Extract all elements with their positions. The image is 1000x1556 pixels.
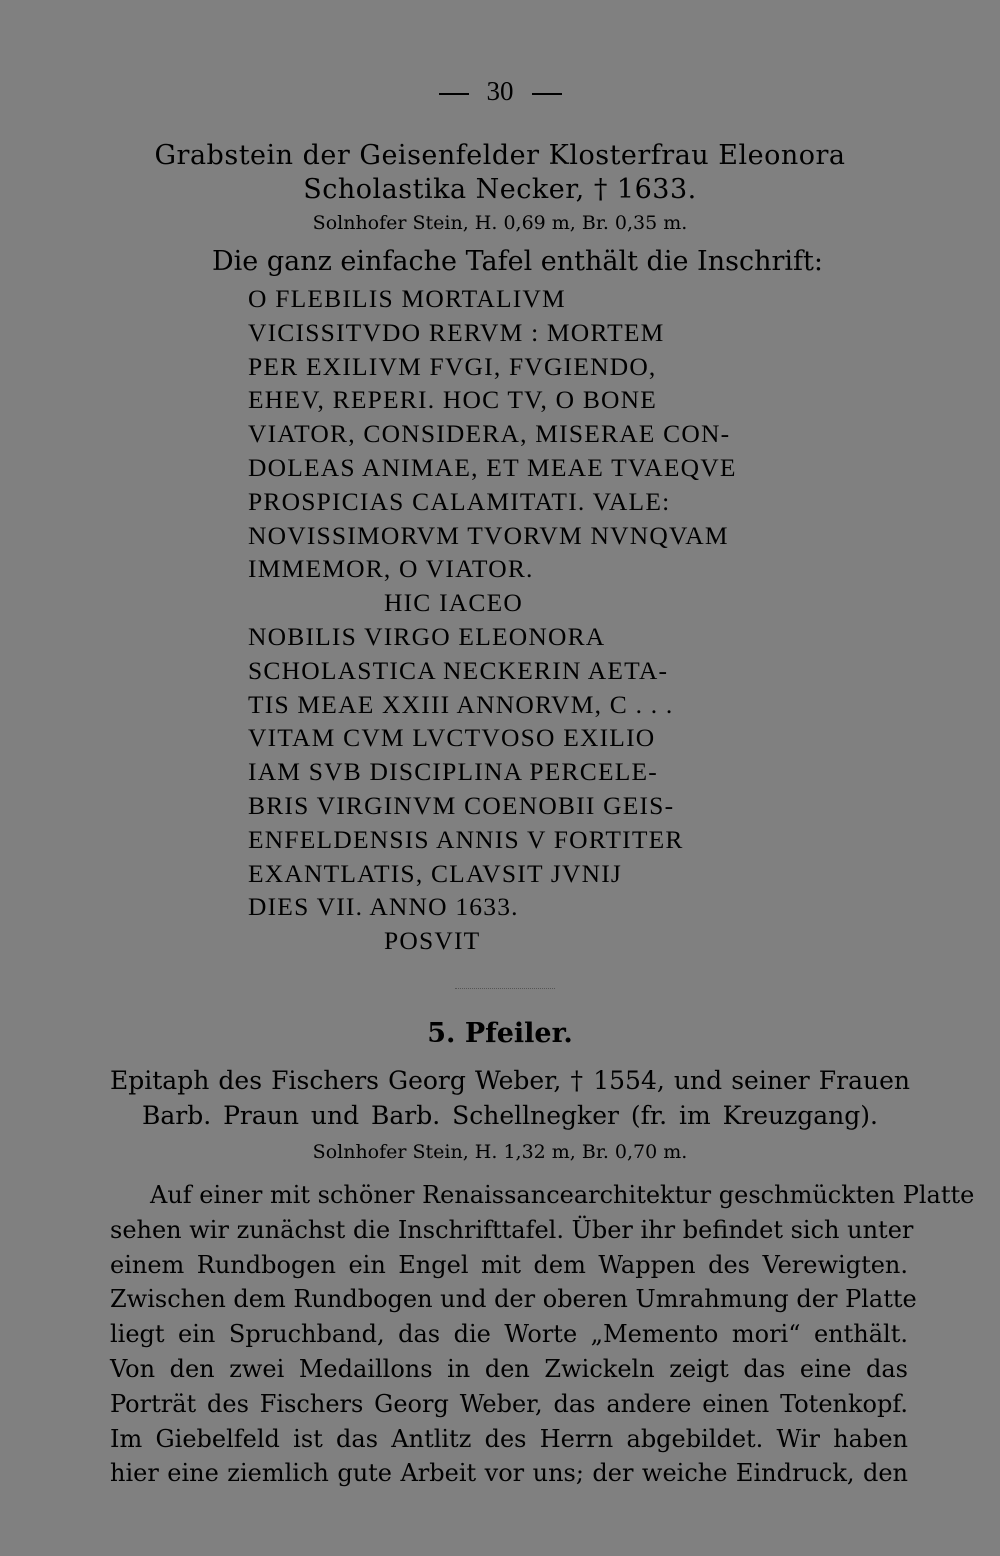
epitaph-line1: Epitaph des Fischers Georg Weber, † 1554, und seiner Frauen [110,1066,910,1095]
body-line: liegt ein Spruchband, das die Worte „Memento mori“ enthält. [110,1320,908,1349]
inscription-line: PROSPICIAS CALAMITATI. VALE: [248,486,671,516]
entry-heading-line1: Grabstein der Geisenfelder Klosterfrau Eleonora [154,140,846,171]
inscription-line-centered: POSVIT [384,926,481,956]
inscription-line: VICISSITVDO RERVM : MORTEM [248,317,665,347]
inscription-line: O FLEBILIS MORTALIVM [248,284,566,313]
dash-right [532,93,562,95]
inscription-line: VITAM CVM LVCTVOSO EXILIO [248,723,656,753]
inscription-line: SCHOLASTICA NECKERIN AETA- [248,655,669,685]
inscription-line: IAM SVB DISCIPLINA PERCELE- [248,757,658,787]
entry-material: Solnhofer Stein, H. 0,69 m, Br. 0,35 m. [312,212,688,234]
inscription-line: EXANTLATIS, CLAVSIT JVNIJ [248,858,623,888]
entry-intro: Die ganz einfache Tafel enthält die Inschrift: [212,246,823,277]
section-divider [455,988,555,989]
inscription-line: BRIS VIRGINVM COENOBII GEIS- [248,790,675,820]
inscription-line-centered: HIC IACEO [384,588,523,618]
body-line: sehen wir zunächst die Inschrifttafel. Über ihr befindet sich unter [110,1215,914,1244]
inscription-line: NOBILIS VIRGO ELEONORA [248,621,606,651]
epitaph-line2: Barb. Praun und Barb. Schellnegker (fr. im Kreuzgang). [142,1101,878,1130]
page-number: 30 [486,76,514,106]
body-line: Auf einer mit schöner Renaissancearchitektur geschmückten Platte [150,1181,975,1209]
entry-heading-line2: Scholastika Necker, † 1633. [303,174,697,205]
epitaph-material: Solnhofer Stein, H. 1,32 m, Br. 0,70 m. [312,1141,688,1163]
body-line: Von den zwei Medaillons in den Zwickeln zeigt das eine das [110,1354,908,1383]
inscription-block [248,282,808,958]
inscription-line: PER EXILIVM FVGI, FVGIENDO, [248,351,657,381]
inscription-line: DOLEAS ANIMAE, ET MEAE TVAEQVE [248,452,737,482]
inscription-line: IMMEMOR, O VIATOR. [248,554,534,584]
inscription-line: NOVISSIMORVM TVORVM NVNQVAM [248,520,729,550]
inscription-line: ENFELDENSIS ANNIS V FORTITER [248,824,684,854]
body-line: Porträt des Fischers Georg Weber, das andere einen Totenkopf. [110,1389,908,1418]
body-paragraph [110,1178,975,1491]
body-line: Zwischen dem Rundbogen und der oberen Umrahmung der Platte [110,1285,917,1314]
inscription-line: VIATOR, CONSIDERA, MISERAE CON- [248,419,731,449]
section-title: 5. Pfeiler. [427,1018,573,1049]
body-line: hier eine ziemlich gute Arbeit vor uns; der weiche Eindruck, den [110,1459,908,1488]
dash-left [439,93,469,95]
body-line: Im Giebelfeld ist das Antlitz des Herrn abgebildet. Wir haben [110,1424,908,1453]
body-line: einem Rundbogen ein Engel mit dem Wappen des Verewigten. [110,1250,908,1279]
page-number-line [0,76,1000,107]
inscription-line: DIES VII. ANNO 1633. [248,892,519,922]
inscription-line: TIS MEAE XXIII ANNORVM, C . . . [248,689,674,719]
inscription-line: EHEV, REPERI. HOC TV, O BONE [248,385,658,415]
